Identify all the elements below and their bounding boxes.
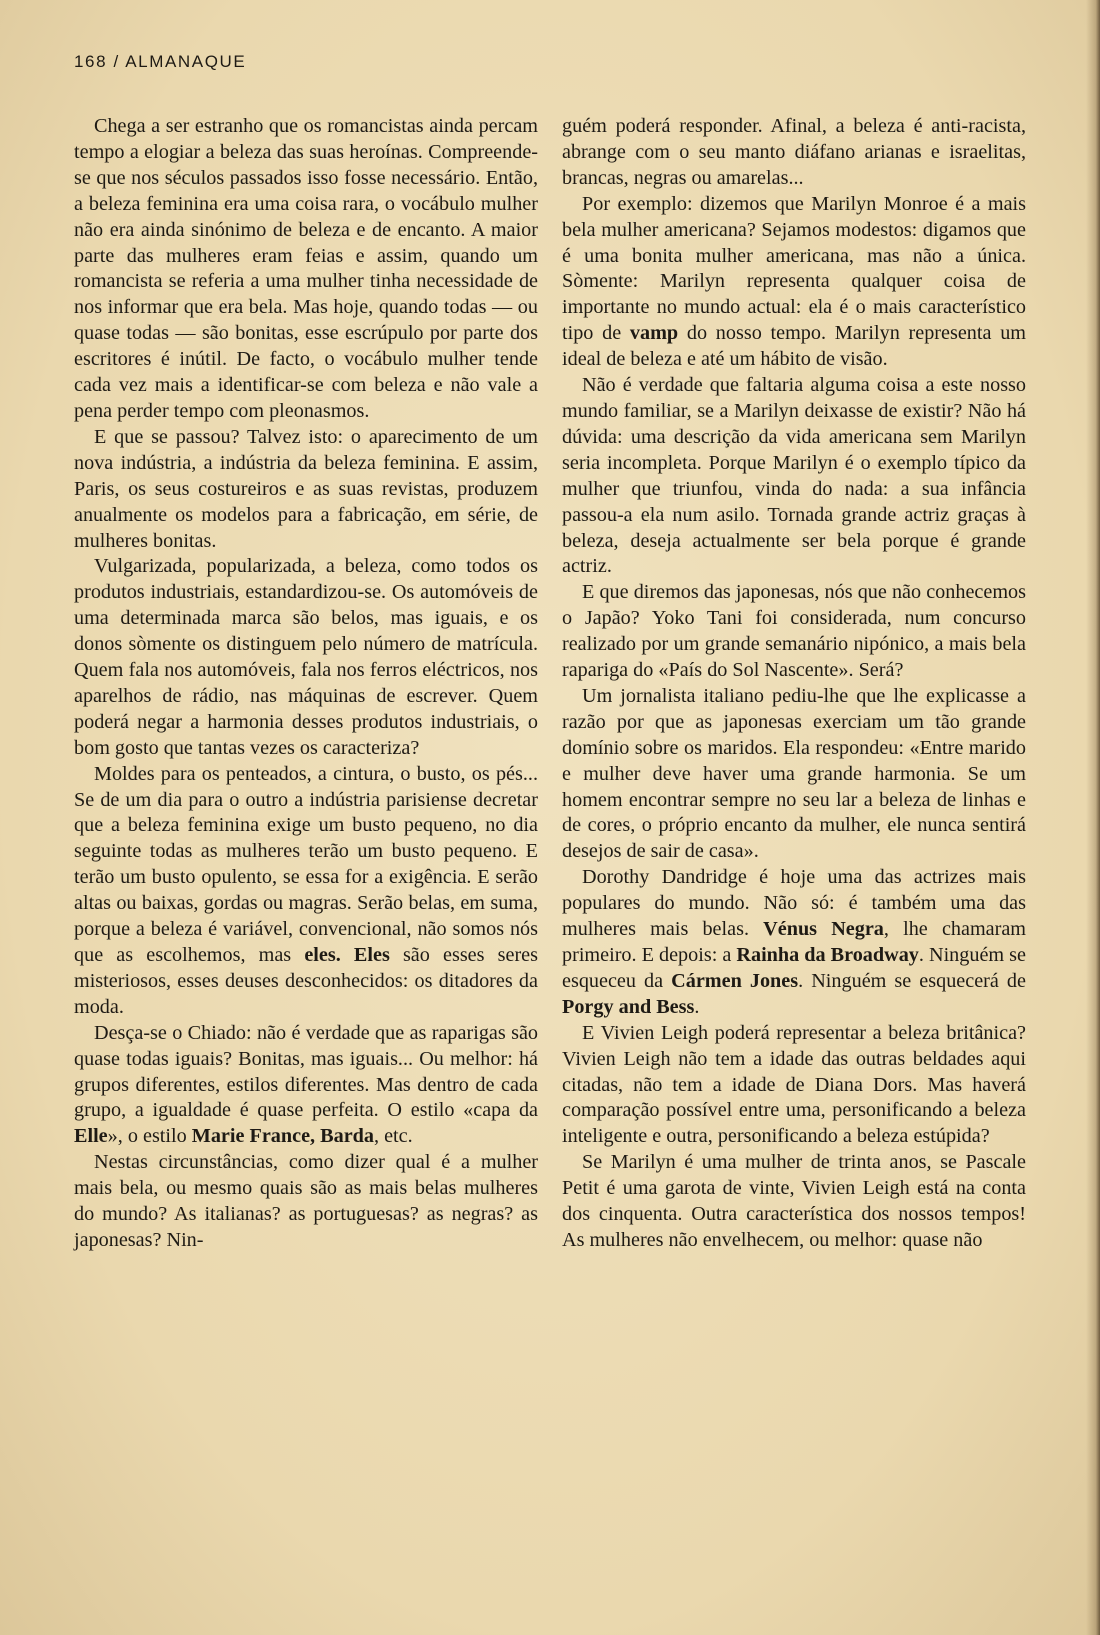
paragraph: E Vivien Leigh poderá representar a beleza britânica? Vivien Leigh não tem a idade das outras beldades aqui citadas, não tem a idade de Diana Dors. Mas haverá comparação possível entre uma, personificando a beleza inteligente e outra, personificando a beleza estúpida?	[562, 1021, 1026, 1148]
running-header	[74, 52, 246, 72]
right-column	[562, 114, 1026, 1254]
paragraph-text: Desça-se o Chiado: não é verdade que as raparigas são quase todas iguais? Bonitas, mas iguais... Ou melhor: há grupos diferentes, estilos diferentes. Mas dentro de cada grupo, a igualdade é quase perfeita. O estilo «capa da	[74, 1021, 538, 1122]
paragraph-text: são esses seres misteriosos, esses deuses desconhecidos: os ditadores da moda.	[74, 944, 538, 1018]
paragraph: E que diremos das japonesas, nós que não conhecemos o Japão? Yoko Tani foi considerada, num concurso realizado por um grande semanário nipónico, a mais bela rapariga do «País do Sol Nascente». Será?	[562, 581, 1026, 682]
page-edge-shadow	[1086, 0, 1100, 1635]
page-number: 168	[74, 52, 108, 71]
paragraph	[74, 762, 538, 1021]
film-title: Vénus Negra	[763, 918, 884, 941]
paragraph-text: Dorothy Dandridge é hoje uma das actrizes mais populares do mundo. Não só: é também uma das mulheres mais belas.	[562, 866, 1026, 941]
header-separator: /	[113, 52, 120, 71]
paragraph: E que se passou? Talvez isto: o aparecimento de um nova indústria, a indústria da beleza feminina. E assim, Paris, os seus costureiros e as suas revistas, produzem anualmente os modelos para a fabricação, em série, de mulheres bonitas.	[74, 425, 538, 552]
paragraph: Não é verdade que faltaria alguma coisa a este nosso mundo familiar, se a Marilyn deixasse de existir? Não há dúvida: uma descrição da vida americana sem Marilyn seria incompleta. Porque Marilyn é o exemplo típico da mulher que triunfou, vinda do nada: a sua infância passou-a ela num asilo. Tornada grande actriz graças à beleza, deseja actualmente ser bela porque é grande actriz.	[562, 374, 1026, 578]
paragraph-text: do nosso tempo. Marilyn representa um ideal de beleza e até um hábito de visão.	[562, 322, 1026, 371]
paragraph-text: . Ninguém se esqueceu da	[562, 944, 1026, 992]
paragraph-text: », o estilo	[107, 1125, 192, 1148]
magazine-title: Elle	[74, 1125, 108, 1148]
section-title: ALMANAQUE	[125, 52, 247, 71]
paragraph-text: Por exemplo: dizemos que Marilyn Monroe é a mais bela mulher americana? Sejamos modestos: digamos que é uma bonita mulher americana, mas não a única. Sòmente: Marilyn representa qualquer coisa de importante no mundo actual: ela é o mais característico tipo de	[562, 192, 1026, 345]
emphasis: vamp	[629, 322, 679, 345]
film-title: Porgy and Bess	[562, 995, 695, 1018]
paragraph: Vulgarizada, popularizada, a beleza, como todos os produtos industriais, estandardizou-se. Os automóveis de uma determinada marca são belos, mas iguais, e os donos sòmente os distinguem pelo número de matrícula. Quem fala nos automóveis, fala nos ferros eléctricos, nos aparelhos de rádio, nas máquinas de escrever. Quem poderá negar a harmonia desses produtos industriais, o bom gosto que tantas vezes os caracteriza?	[74, 555, 538, 759]
paragraph-text: , lhe chamaram primeiro. E depois: a	[562, 918, 1027, 966]
emphasis: Eles	[353, 944, 390, 966]
paragraph	[562, 865, 1026, 1020]
paragraph-text: Moldes para os penteados, a cintura, o busto, os pés... Se de um dia para o outro a indústria parisiense decretar que a beleza feminina exige um busto pequeno, no dia seguinte todas as mulheres terão um busto pequeno. E terão um busto opulento, se essa for a exigência. E serão altas ou baixas, gordas ou magras. Serão belas, em suma, porque a beleza é variável, convencional, não somos nós que as escolhemos, mas	[74, 762, 538, 966]
magazine-title: Marie France, Barda	[191, 1125, 374, 1148]
paragraph: Nestas circunstâncias, como dizer qual é a mulher mais bela, ou mesmo quais são as mais belas mulheres do mundo? As italianas? as portuguesas? as negras? as japonesas? Nin-	[74, 1151, 538, 1251]
paragraph-text: .	[694, 995, 700, 1018]
film-title: Rainha da Broadway	[736, 944, 919, 966]
paragraph: Um jornalista italiano pediu-lhe que lhe explicasse a razão por que as japonesas exerciam um tão grande domínio sobre os maridos. Ela respondeu: «Entre marido e mulher deve haver uma grande harmonia. Se um homem encontrar sempre no seu lar a beleza de linhas e de cores, o próprio encanto da mulher, ele nunca sentirá desejos de sair de casa».	[562, 684, 1026, 863]
left-column	[74, 114, 538, 1254]
film-title: Cármen Jones	[671, 969, 799, 992]
paragraph	[562, 192, 1026, 373]
paragraph: Chega a ser estranho que os romancistas ainda percam tempo a elogiar a beleza das suas heroínas. Compreende-se que nos séculos passados isso fosse necessário. Então, a beleza feminina era uma coisa rara, o vocábulo mulher não era ainda sinónimo de beleza e de encanto. A maior parte das mulheres eram feias e assim, quando um romancista se referia a uma mulher tinha necessidade de nos informar que era bela. Mas hoje, quando todas — ou quase todas — são bonitas, esse escrúpulo por parte dos escritores é inútil. De facto, o vocábulo mulher tende cada vez mais a identificar-se com beleza e não vale a pena perder tempo com pleonasmos.	[74, 115, 538, 422]
paragraph-continuation: guém poderá responder. Afinal, a beleza é anti-racista, abrange com o seu manto diáfano arianas e israelitas, brancas, negras ou amarelas...	[562, 115, 1026, 189]
paragraph	[74, 1021, 538, 1151]
emphasis: eles.	[304, 944, 341, 966]
paragraph-text: , etc.	[373, 1125, 413, 1148]
paragraph-text: . Ninguém se esquecerá de	[798, 969, 1026, 992]
paragraph: Se Marilyn é uma mulher de trinta anos, se Pascale Petit é uma garota de vinte, Vivien Leigh está na conta dos cinquenta. Outra característica dos nossos tempos! As mulheres não envelhecem, ou melhor: quase não	[562, 1151, 1026, 1251]
paragraph-text	[341, 944, 354, 966]
